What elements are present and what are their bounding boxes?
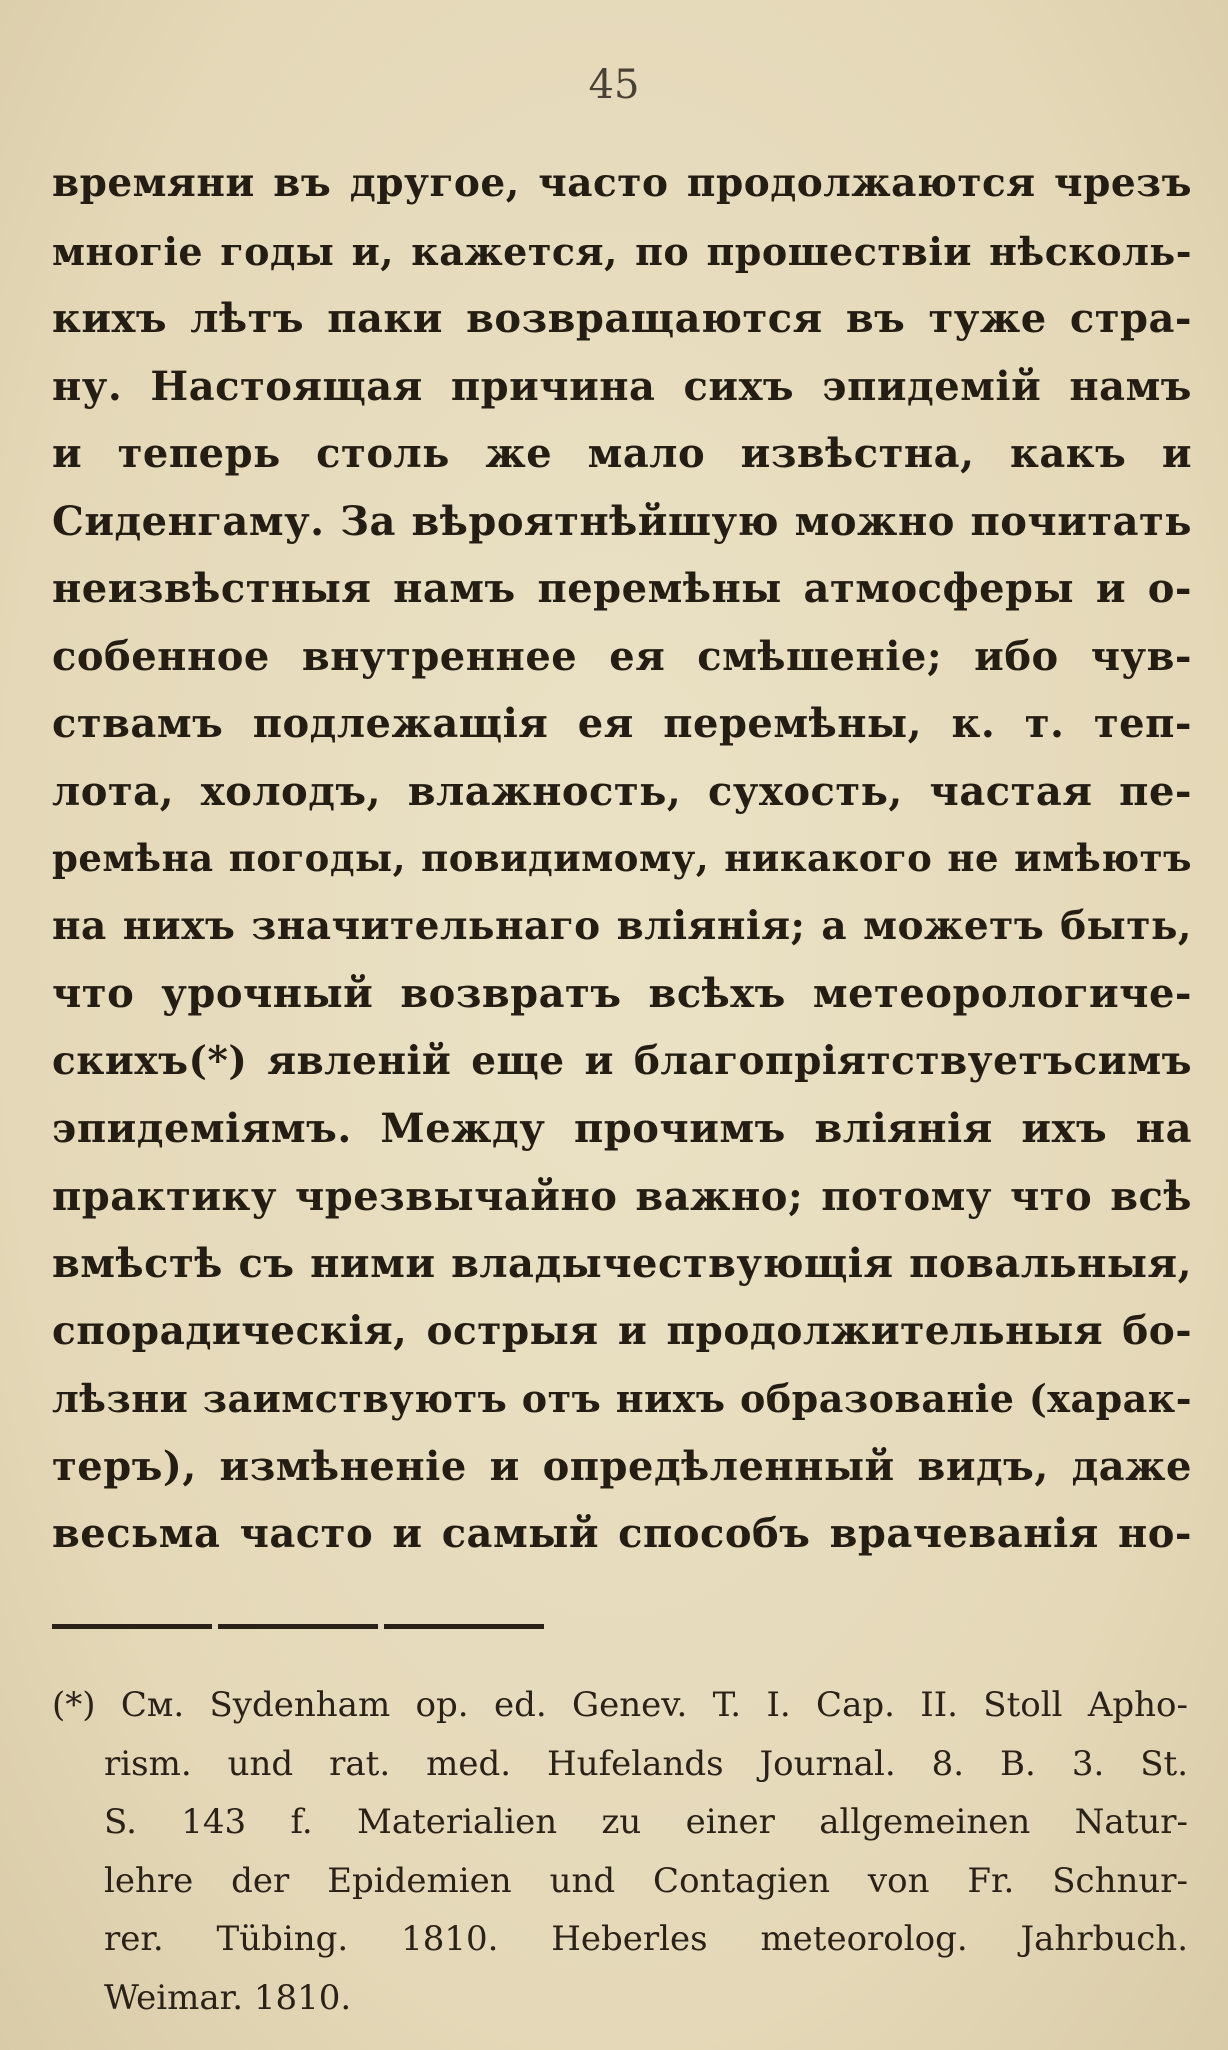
text-line: вмѣстѣ съ ними владычествующія повальныя,: [52, 1240, 1192, 1287]
footnote-line: S. 143 f. Materialien zu einer allgemeinen Natur-: [104, 1802, 1188, 1842]
text-line: спорадическія, острыя и продолжительныя бо-: [52, 1307, 1192, 1354]
text-line: практику чрезвычайно важно; потому что всѣ: [52, 1172, 1192, 1220]
text-line: лѣзни заимствуютъ отъ нихъ образованіе (харак-: [52, 1376, 1192, 1421]
text-line: лота, холодъ, влажность, сухость, частая пе-: [52, 767, 1192, 815]
text-line: ствамъ подлежащія ея перемѣны, к. т. теп-: [52, 700, 1192, 747]
text-line: эпидеміямъ. Между прочимъ вліянія ихъ на: [52, 1105, 1192, 1152]
footnote-line: lehre der Epidemien und Contagien von Fr. Schnur-: [104, 1860, 1188, 1901]
text-line: теръ), измѣненіе и опредѣленный видъ, даже: [52, 1442, 1192, 1490]
text-line: и теперь столь же мало извѣстна, какъ и: [52, 430, 1192, 477]
text-line: времяни въ другое, часто продолжаются чрезъ: [52, 160, 1192, 206]
text-line: собенное внутреннее ея смѣшеніе; ибо чув-: [52, 632, 1192, 680]
main-text: [52, 150, 1192, 1568]
footnote-line: Weimar. 1810.: [104, 1977, 352, 2018]
text-line: что урочный возвратъ всѣхъ метеорологиче-: [52, 970, 1192, 1017]
text-line: многіе годы и, кажется, по прошествіи нѣсколь-: [52, 228, 1192, 274]
footnote: [52, 1676, 1188, 2027]
text-line: скихъ(*) явленій еще и благопріятствуетъсимъ: [52, 1037, 1192, 1084]
text-line: ну. Настоящая причина сихъ эпидемій намъ: [52, 362, 1192, 410]
footnote-divider: [52, 1624, 547, 1629]
text-line: весьма часто и самый способъ врачеванія но-: [52, 1510, 1192, 1557]
text-line: неизвѣстныя намъ перемѣны атмосферы и о-: [52, 565, 1192, 612]
footnote-line: rer. Tübing. 1810. Heberles meteorolog. Jahrbuch.: [104, 1919, 1188, 1959]
text-line: на нихъ значительнаго вліянія; а можетъ быть,: [52, 902, 1192, 949]
text-line: Сиденгаму. За вѣроятнѣйшую можно почитать: [52, 497, 1192, 545]
text-line: кихъ лѣтъ паки возвращаются въ туже стра-: [52, 295, 1192, 342]
footnote-line: rism. und rat. med. Hufelands Journal. 8. B. 3. St.: [104, 1743, 1188, 1784]
footnote-line: (*) См. Sydenham op. ed. Genev. T. I. Cap. II. Stoll Apho-: [52, 1685, 1188, 1725]
text-line: ремѣна погоды, повидимому, никакого не имѣютъ: [52, 836, 1192, 880]
page-number: 45: [588, 62, 640, 108]
